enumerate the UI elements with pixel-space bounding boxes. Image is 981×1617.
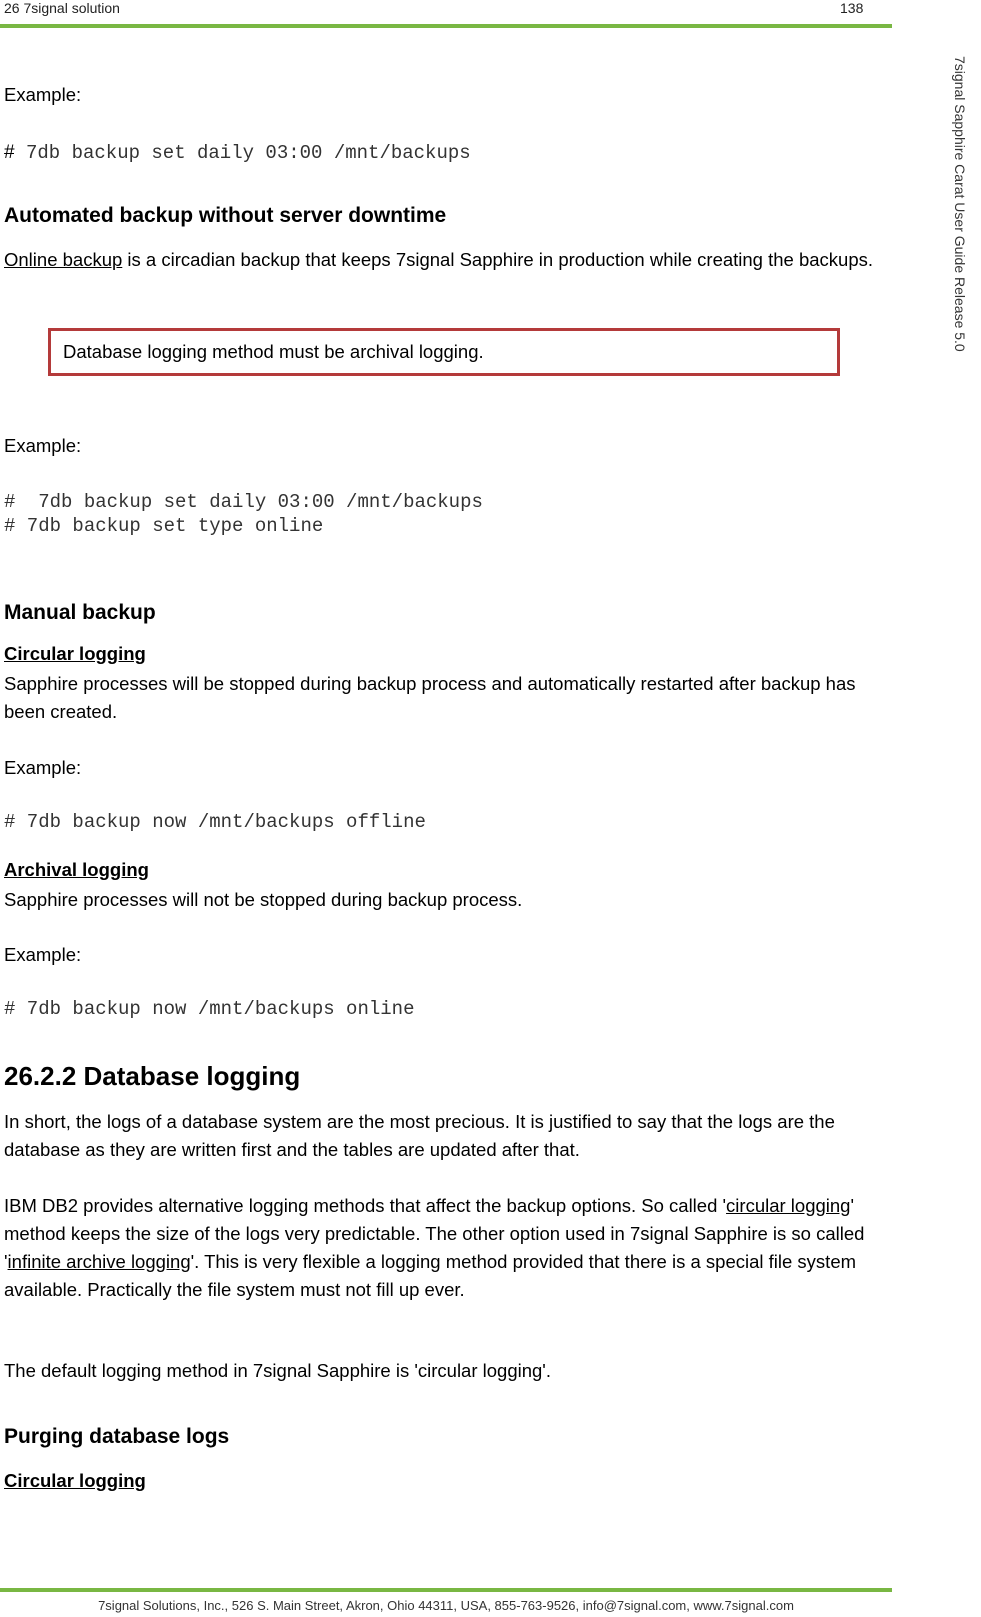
section-number: 26.2.2 <box>4 1061 77 1091</box>
code-block <box>4 141 471 165</box>
online-backup-text: is a circadian backup that keeps 7signal Sapphire in production while creating the backups. <box>122 249 874 270</box>
example-label: Example: <box>4 84 82 105</box>
code-line: # 7db backup set type online <box>4 515 324 537</box>
example-label: Example: <box>4 944 82 965</box>
note-box: Database logging method must be archival logging. <box>48 328 840 376</box>
footer-text: 7signal Solutions, Inc., 526 S. Main Street, Akron, Ohio 44311, USA, 855-763-9526, info@7signal.com, www.7signal.com <box>98 1598 794 1613</box>
infinite-archive-logging-link[interactable]: infinite archive logging <box>7 1251 191 1272</box>
paragraph-archival: Sapphire processes will not be stopped during backup process. <box>4 889 523 910</box>
side-title: 7signal Sapphire Carat User Guide Release 5.0 <box>952 56 968 352</box>
example-label: Example: <box>4 435 82 456</box>
para-text: '. This is very flexible a logging method provided that there is a special file system available. Practically the file system must not fill up ever. <box>4 1251 857 1300</box>
code-hash: # <box>4 142 15 163</box>
online-backup-link[interactable]: Online backup <box>4 249 123 270</box>
example-label: Example: <box>4 757 82 778</box>
heading-automated-backup: Automated backup without server downtime <box>4 204 447 227</box>
para-text: IBM DB2 provides alternative logging methods that affect the backup options. So called ' <box>4 1195 727 1216</box>
code-line: # 7db backup now /mnt/backups online <box>4 998 415 1020</box>
paragraph-ibm-db2 <box>4 1192 884 1304</box>
paragraph-circular: Sapphire processes will be stopped during backup process and automatically restarted after backup has been created. <box>4 673 856 722</box>
code-line: # 7db backup now /mnt/backups offline <box>4 811 426 833</box>
paragraph-logs: In short, the logs of a database system are the most precious. It is justified to say that the logs are the database as they are written first and the tables are updated after that. <box>4 1111 835 1160</box>
header-rule <box>0 24 892 28</box>
para-text: ' method keeps the size of the logs very predictable. The other option used in 7signal Sapphire is so called ' <box>4 1195 865 1272</box>
paragraph-default: The default logging method in 7signal Sapphire is 'circular logging'. <box>4 1360 551 1381</box>
circular-logging-link[interactable]: circular logging <box>726 1195 851 1216</box>
code-line: 7db backup set daily 03:00 /mnt/backups <box>14 142 471 164</box>
header-page-number: 138 <box>840 0 864 16</box>
header-chapter: 26 7signal solution <box>4 0 120 16</box>
heading-circular-logging: Circular logging <box>4 1470 146 1491</box>
heading-manual-backup: Manual backup <box>4 601 156 624</box>
heading-purging-logs: Purging database logs <box>4 1425 230 1448</box>
paragraph-online-backup <box>4 246 884 274</box>
heading-archival-logging: Archival logging <box>4 859 149 880</box>
footer-rule <box>0 1588 892 1592</box>
heading-circular-logging: Circular logging <box>4 643 146 664</box>
section-title: Database logging <box>83 1061 301 1091</box>
section-heading <box>4 1061 300 1092</box>
code-line: # 7db backup set daily 03:00 /mnt/backups <box>4 491 483 513</box>
